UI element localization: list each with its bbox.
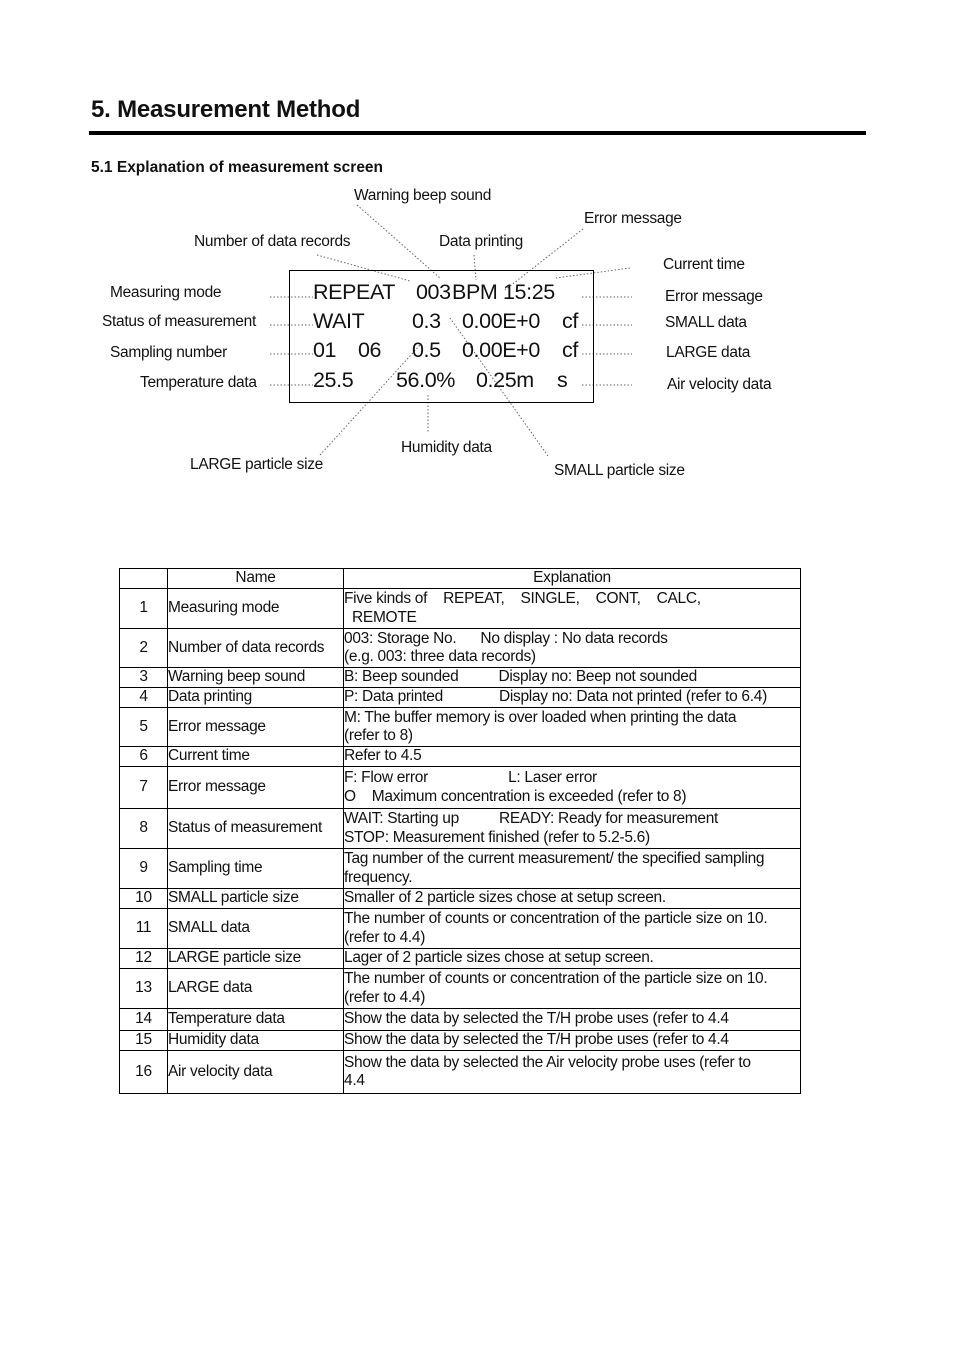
- table-row: [120, 909, 801, 949]
- explanation-line: 4.4: [344, 1072, 365, 1089]
- callout-current-time: Current time: [663, 256, 745, 273]
- callout-num-records: Number of data records: [194, 233, 351, 250]
- row-name: LARGE data: [168, 969, 344, 1009]
- row-explanation: [344, 1009, 801, 1031]
- table-row: [120, 589, 801, 629]
- callout-large-data: LARGE data: [666, 344, 751, 361]
- table-row: [120, 969, 801, 1009]
- explanation-line: Refer to 4.5: [344, 747, 422, 765]
- callout-error-top: Error message: [584, 210, 682, 227]
- row-number: 15: [120, 1031, 168, 1051]
- row-number: 2: [120, 629, 168, 668]
- table-row: [120, 1051, 801, 1094]
- screen-large-data: 0.00E+0: [462, 338, 540, 362]
- callout-small-data: SMALL data: [665, 314, 747, 331]
- table-header-row: [120, 569, 801, 589]
- row-number: 10: [120, 889, 168, 909]
- row-explanation: [344, 1031, 801, 1051]
- screen-large-size: 0.5: [412, 338, 441, 362]
- header-name: Name: [168, 569, 344, 589]
- row-number: 8: [120, 809, 168, 849]
- callout-status: Status of measurement: [102, 313, 256, 330]
- row-number: 3: [120, 668, 168, 688]
- callout-measuring-mode: Measuring mode: [110, 284, 222, 301]
- table-row: [120, 1031, 801, 1051]
- row-number: 14: [120, 1009, 168, 1031]
- row-number: 6: [120, 747, 168, 767]
- header-no: [120, 569, 168, 589]
- row-explanation: [344, 949, 801, 969]
- row-name: LARGE particle size: [168, 949, 344, 969]
- screen-large-unit: cf: [562, 338, 578, 362]
- table-body: [120, 589, 801, 1094]
- explanation-table: [119, 568, 801, 1094]
- row-explanation: [344, 809, 801, 849]
- row-name: Measuring mode: [168, 589, 344, 629]
- callout-air-velocity: Air velocity data: [667, 376, 772, 393]
- explanation-line: M: The buffer memory is over loaded when printing the data: [344, 708, 737, 726]
- row-name: Error message: [168, 767, 344, 809]
- screen-velocity-unit: s: [557, 368, 568, 392]
- explanation-line: (refer to 4.4): [344, 988, 426, 1006]
- row-name: Temperature data: [168, 1009, 344, 1031]
- table-row: [120, 747, 801, 767]
- callout-large-size: LARGE particle size: [190, 456, 323, 473]
- callout-error-right: Error message: [665, 288, 763, 305]
- explanation-line: B: Beep sounded Display no: Beep not sounded: [344, 668, 697, 686]
- explanation-line: 003: Storage No. No display : No data records: [344, 629, 668, 647]
- row-number: 12: [120, 949, 168, 969]
- row-explanation: [344, 1051, 801, 1094]
- explanation-line: F: Flow error L: Laser error: [344, 769, 597, 786]
- row-explanation: [344, 747, 801, 767]
- header-explanation: Explanation: [344, 569, 801, 589]
- callout-humidity: Humidity data: [401, 439, 492, 456]
- row-explanation: [344, 708, 801, 747]
- explanation-line: Show the data by selected the Air velocity probe uses (refer to: [344, 1053, 751, 1071]
- callout-warning-beep: Warning beep sound: [354, 187, 492, 204]
- table-row: [120, 767, 801, 809]
- explanation-line: Tag number of the current measurement/ the specified sampling: [344, 850, 765, 867]
- explanation-line: (refer to 4.4): [344, 928, 426, 946]
- explanation-line: WAIT: Starting up READY: Ready for measurement: [344, 810, 719, 827]
- row-explanation: [344, 688, 801, 708]
- table-row: [120, 708, 801, 747]
- row-explanation: [344, 589, 801, 629]
- row-number: 5: [120, 708, 168, 747]
- explanation-line: P: Data printed Display no: Data not printed (refer to 6.4): [344, 688, 767, 706]
- screen-records: 003: [416, 280, 451, 304]
- callout-small-size: SMALL particle size: [554, 462, 685, 479]
- screen-mode: REPEAT: [313, 280, 396, 304]
- section-subtitle: 5.1 Explanation of measurement screen: [91, 159, 384, 176]
- explanation-line: (e.g. 003: three data records): [344, 648, 536, 665]
- table-row: [120, 949, 801, 969]
- row-name: Status of measurement: [168, 809, 344, 849]
- screen-sampling-number: 01: [313, 338, 337, 362]
- row-name: SMALL particle size: [168, 889, 344, 909]
- screen-air-velocity: 0.25m: [476, 368, 534, 392]
- screen-time: 15:25: [503, 280, 555, 304]
- callout-sampling-number: Sampling number: [110, 344, 227, 361]
- row-number: 1: [120, 589, 168, 629]
- explanation-line: (refer to 8): [344, 727, 413, 744]
- row-name: SMALL data: [168, 909, 344, 949]
- row-number: 13: [120, 969, 168, 1009]
- explanation-line: frequency.: [344, 868, 413, 886]
- row-name: Error message: [168, 708, 344, 747]
- row-name: Humidity data: [168, 1031, 344, 1051]
- row-number: 11: [120, 909, 168, 949]
- row-number: 9: [120, 849, 168, 889]
- row-explanation: [344, 969, 801, 1009]
- explanation-line: Smaller of 2 particle sizes chose at setup screen.: [344, 889, 666, 907]
- screen-humidity: 56.0%: [396, 368, 455, 392]
- screen-sampling-total: 06: [358, 338, 382, 362]
- row-number: 4: [120, 688, 168, 708]
- explanation-line: The number of counts or concentration of the particle size on 10.: [344, 970, 768, 987]
- section-title: 5. Measurement Method: [91, 96, 361, 123]
- screen-temperature: 25.5: [313, 368, 354, 392]
- row-explanation: [344, 909, 801, 949]
- table-row: [120, 629, 801, 668]
- leader-warning-beep: [357, 205, 440, 278]
- explanation-line: STOP: Measurement finished (refer to 5.2-5.6): [344, 828, 650, 846]
- screen-flags: BPM: [452, 280, 498, 304]
- explanation-line: REMOTE: [344, 608, 417, 626]
- explanation-line: Lager of 2 particle sizes chose at setup screen.: [344, 949, 654, 967]
- explanation-line: Show the data by selected the T/H probe uses (refer to 4.4: [344, 1010, 729, 1028]
- row-explanation: [344, 849, 801, 889]
- table-row: [120, 849, 801, 889]
- callout-data-printing: Data printing: [439, 233, 523, 250]
- row-number: 7: [120, 767, 168, 809]
- table-row: [120, 809, 801, 849]
- table-row: [120, 668, 801, 688]
- row-explanation: [344, 889, 801, 909]
- explanation-line: Five kinds of REPEAT, SINGLE, CONT, CALC,: [344, 590, 701, 607]
- row-name: Warning beep sound: [168, 668, 344, 688]
- explanation-line: O Maximum concentration is exceeded (refer to 8): [344, 787, 687, 805]
- table-row: [120, 688, 801, 708]
- explanation-line: The number of counts or concentration of the particle size on 10.: [344, 910, 768, 927]
- row-name: Current time: [168, 747, 344, 767]
- row-explanation: [344, 668, 801, 688]
- explanation-line: Show the data by selected the T/H probe uses (refer to 4.4: [344, 1031, 729, 1049]
- table-row: [120, 1009, 801, 1031]
- row-name: Air velocity data: [168, 1051, 344, 1094]
- screen-small-unit: cf: [562, 309, 578, 333]
- screen-status: WAIT: [313, 309, 365, 333]
- row-name: Sampling time: [168, 849, 344, 889]
- callout-temperature: Temperature data: [140, 374, 257, 391]
- row-explanation: [344, 629, 801, 668]
- screen-small-data: 0.00E+0: [462, 309, 540, 333]
- row-name: Number of data records: [168, 629, 344, 668]
- row-name: Data printing: [168, 688, 344, 708]
- row-number: 16: [120, 1051, 168, 1094]
- table-row: [120, 889, 801, 909]
- row-explanation: [344, 767, 801, 809]
- screen-small-size: 0.3: [412, 309, 441, 333]
